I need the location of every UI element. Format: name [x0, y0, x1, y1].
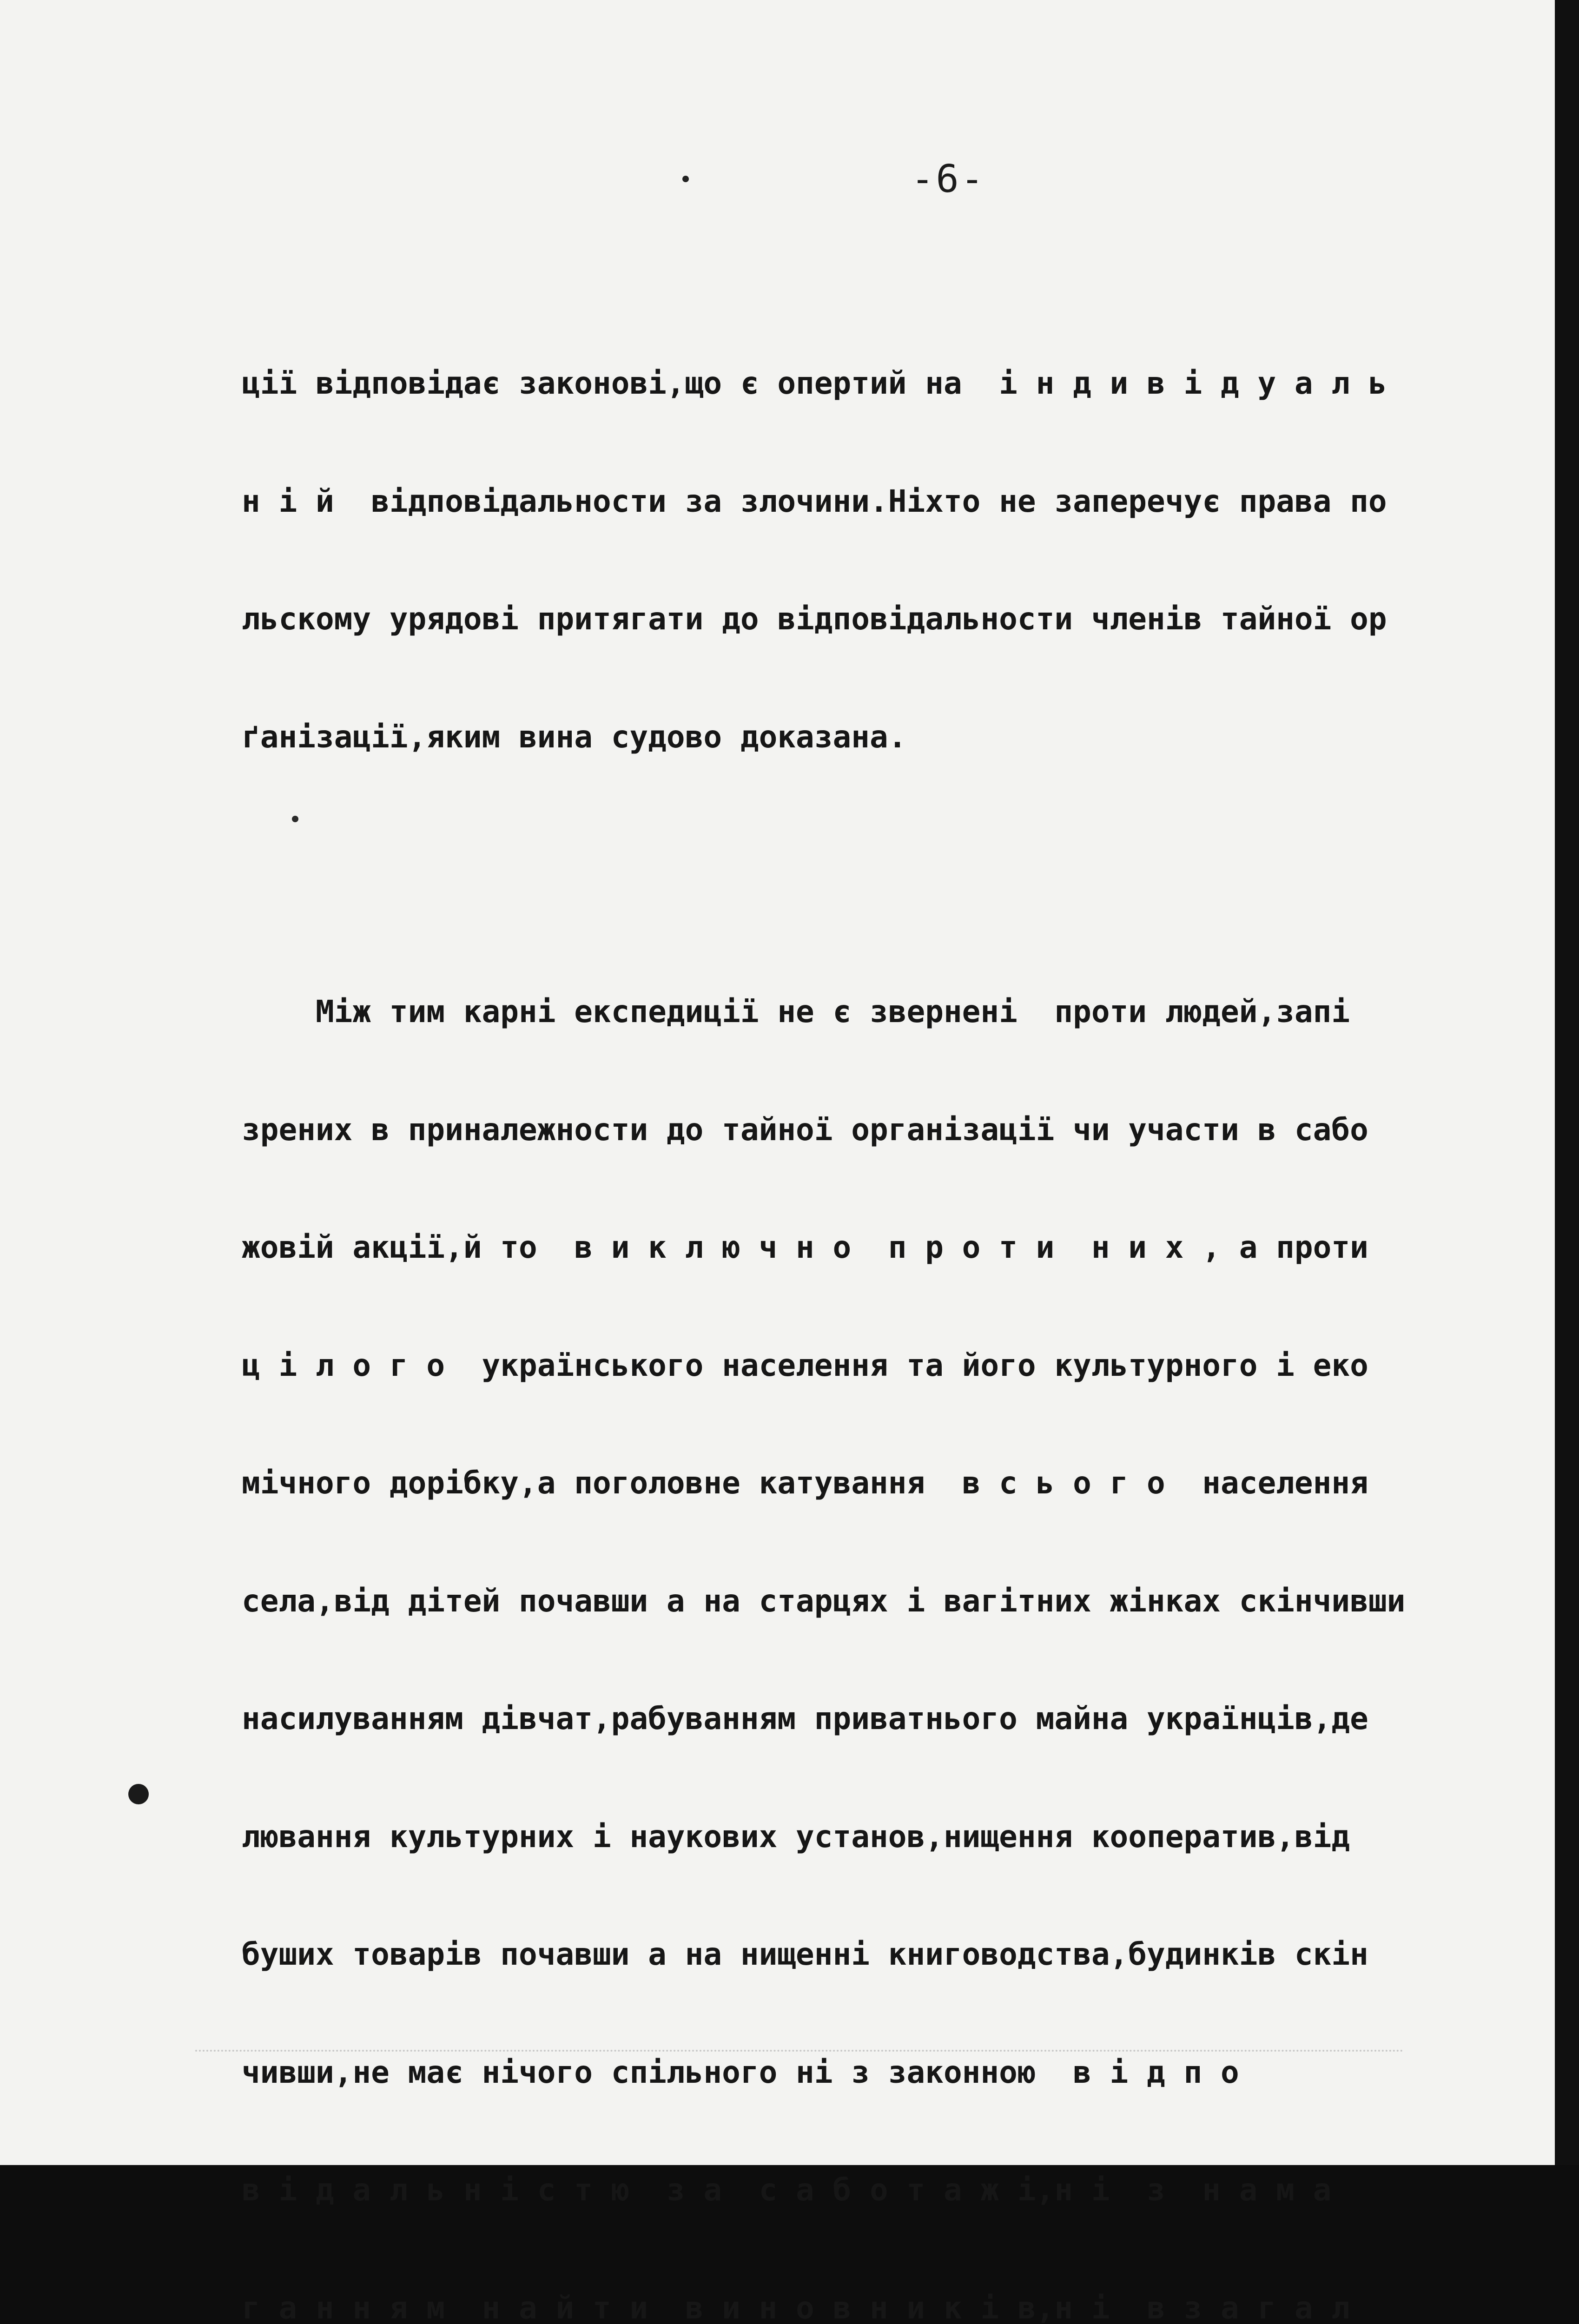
paragraph-1 — [242, 285, 1555, 835]
text-line: ґанізації,яким вина судово доказана. — [242, 718, 1555, 757]
text-line: н і й відповідальности за злочини.Ніхто не заперечує права по — [242, 482, 1555, 522]
text-line: жовій акції,й то в и к л ю ч н о п р о т и н и х , а проти — [242, 1228, 1555, 1268]
text-line: мічного дорібку,а поголовне катування в с ь о г о населення — [242, 1464, 1555, 1503]
text-line: ції відповідає законові,що є опертий на і н д и в і д у а л ь — [242, 364, 1555, 403]
ink-dot — [682, 176, 689, 182]
page-number: -6- — [911, 157, 985, 201]
text-line: лювання культурних і наукових установ,нищення кооператив,від — [242, 1817, 1555, 1857]
binding-edge — [1555, 0, 1579, 2165]
text-line: в і д а л ь н і с т ю з а с а б о т а ж і,н і з н а м а — [242, 2171, 1555, 2210]
text-line: насилуванням дівчат,рабуванням приватнього майна українців,де — [242, 1699, 1555, 1739]
text-line: зрених в приналежности до тайної організації чи участи в сабо — [242, 1110, 1555, 1150]
paragraph-2 — [242, 914, 1555, 2324]
text-line: льскому урядові притягати до відповідальности членів тайної ор — [242, 600, 1555, 639]
text-line: чивши,не має нічого спільного ні з законною в і д п о — [242, 2053, 1555, 2093]
text-line: буших товарів почавши а на нищенні книговодства,будинків скін — [242, 1935, 1555, 1974]
text-line: г а н н я м н а й т и в и н о в н и к і в,н і в з а г а л — [242, 2289, 1555, 2324]
text-line: Між тим карні експедиції не є звернені проти людей,запі — [242, 992, 1555, 1032]
text-line: села,від дітей почавши а на старцях і вагітних жінках скінчивши — [242, 1582, 1555, 1621]
punch-hole — [128, 1784, 149, 1804]
text-line: ц і л о г о українського населення та його культурного і еко — [242, 1346, 1555, 1386]
scan-speckle — [195, 2050, 1404, 2053]
typewritten-text — [242, 207, 1555, 2324]
